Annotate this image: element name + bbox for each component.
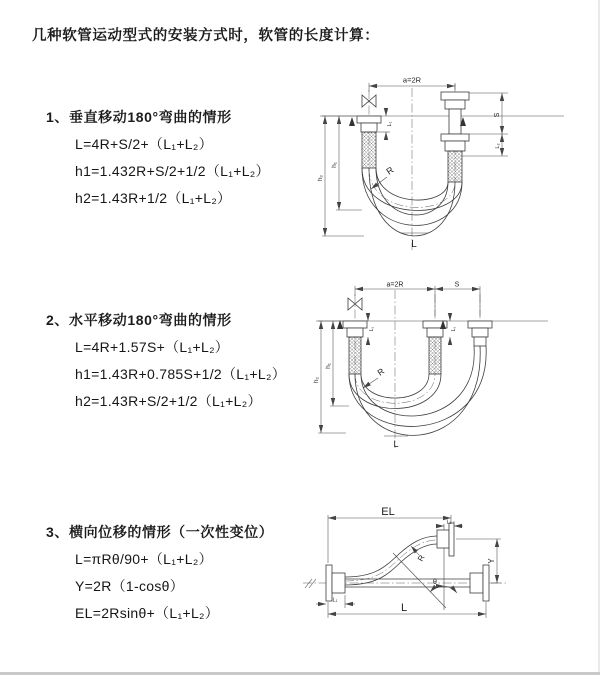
dim-label-r: R <box>415 553 427 563</box>
dim-label-r: R <box>384 164 396 177</box>
section-1-heading: 1、垂直移动180°弯曲的情形 <box>46 109 232 125</box>
dim-label-l1-top: L₁ <box>446 519 452 526</box>
dim-label-y: Y <box>487 558 496 564</box>
section-3-formula-L: L=πRθ/90+（L₁+L₂） <box>75 551 213 567</box>
centerline-break-icon <box>305 579 316 588</box>
diagram-lateral-displacement <box>298 498 600 658</box>
dimension-lines <box>316 506 501 618</box>
section-3-formula-Y: Y=2R（1-cosθ） <box>75 578 185 594</box>
dim-label-a2r: a=2R <box>386 281 404 289</box>
dim-label-s: S <box>494 112 501 118</box>
dim-label-a2r: a=2R <box>402 75 422 85</box>
dim-label-l: L <box>393 439 399 449</box>
dim-label-l1b: L₁ <box>451 326 457 332</box>
section-2-formula-h1: h1=1.43R+0.785S+1/2（L₁+L₂） <box>75 366 286 382</box>
dim-label-s: S <box>454 281 460 289</box>
section-1-formula-h1: h1=1.432R+S/2+1/2（L₁+L₂） <box>75 163 270 179</box>
dim-label-l2: L₂ <box>495 143 501 149</box>
diagram-vertical-180-bend <box>312 70 574 262</box>
dim-label-h2: h₂ <box>313 376 320 384</box>
dim-label-l1: L₁ <box>387 121 393 127</box>
section-1-formula-L: L=4R+S/2+（L₁+L₂） <box>75 136 213 152</box>
section-2-formula-L: L=4R+1.57S+（L₁+L₂） <box>75 339 230 355</box>
section-3-formula-EL: EL=2Rsinθ+（L₁+L₂） <box>75 605 220 621</box>
dimension-lines <box>313 282 480 450</box>
displaced-position-hose <box>345 523 454 585</box>
dim-label-l: L <box>411 239 417 250</box>
moved-hose-end <box>468 321 492 346</box>
dim-label-l: L <box>400 602 408 614</box>
left-hose-end <box>343 298 367 374</box>
hose-u-curves <box>349 346 486 435</box>
dimension-lines <box>317 76 508 251</box>
page-title: 几种软管运动型式的安装方式时，软管的长度计算： <box>32 28 380 44</box>
dim-label-l1: L₁ <box>369 326 375 332</box>
section-3-heading: 3、横向位移的情形（一次性变位） <box>46 524 274 540</box>
dim-label-l1-bottom: L₁ <box>332 597 338 604</box>
dim-label-r: R <box>375 365 387 378</box>
dim-label-el: EL <box>381 506 395 518</box>
dim-label-h1: h₁ <box>331 162 338 168</box>
section-2-formula-h2: h2=1.43R+S/2+1/2（L₁+L₂） <box>75 393 262 409</box>
section-1-formula-h2: h2=1.43R+1/2（L₁+L₂） <box>75 190 232 206</box>
construction-lines <box>320 84 564 250</box>
right-hose-end <box>441 92 469 182</box>
dim-label-theta: θ <box>433 579 437 586</box>
dim-label-h1: h₁ <box>325 363 332 369</box>
section-2-heading: 2、水平移动180°弯曲的情形 <box>46 312 232 328</box>
dim-label-h2: h₂ <box>317 174 324 182</box>
diagram-horizontal-180-bend <box>310 276 595 461</box>
